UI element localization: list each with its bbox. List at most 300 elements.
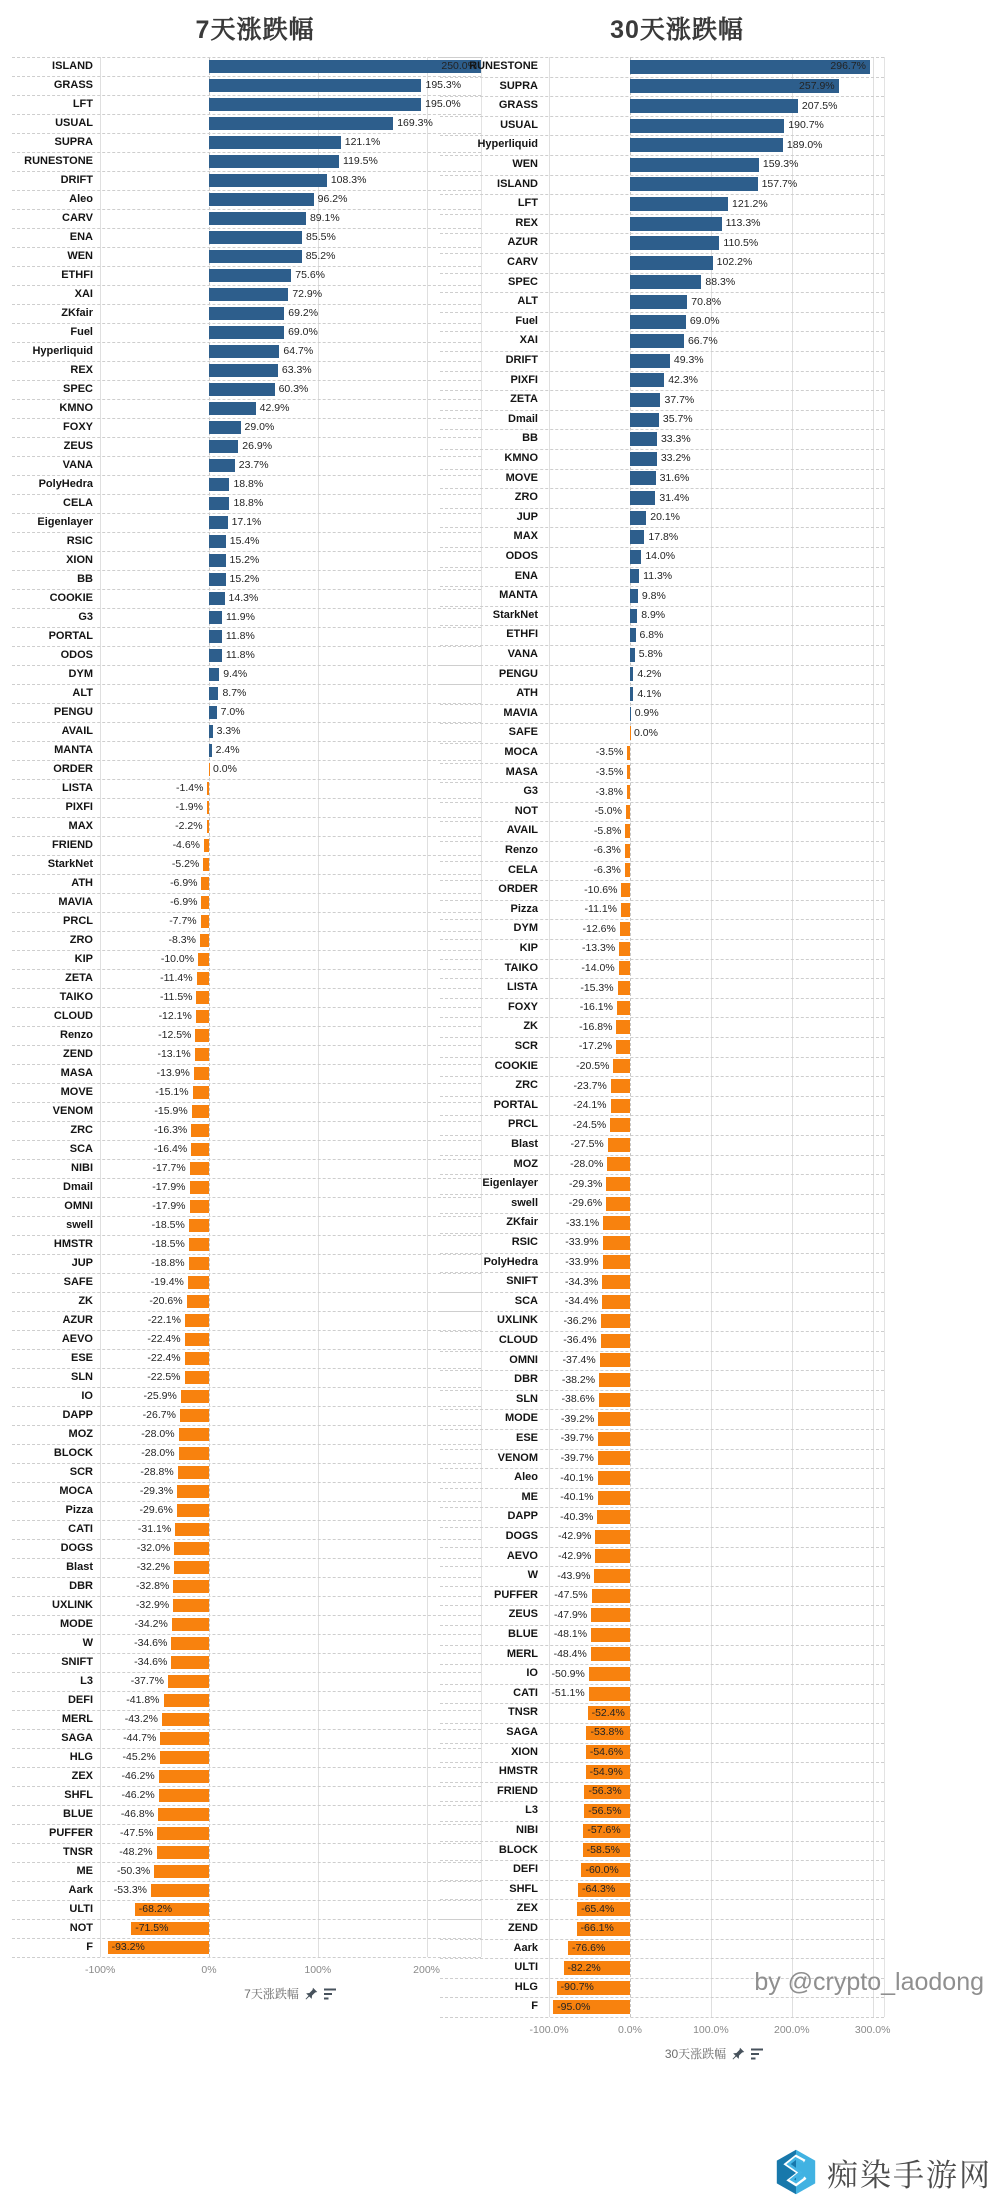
value-label: -29.6% — [139, 1504, 173, 1516]
bar[interactable] — [630, 197, 728, 211]
row-label: Blast — [66, 1561, 93, 1573]
bar[interactable] — [209, 744, 212, 757]
value-label: -33.1% — [565, 1216, 600, 1229]
value-label: -37.4% — [562, 1353, 596, 1366]
value-label: 64.7% — [283, 345, 314, 357]
bar[interactable] — [189, 1257, 209, 1270]
bar[interactable] — [209, 79, 421, 92]
bar[interactable] — [196, 991, 209, 1004]
bar[interactable] — [608, 1138, 630, 1152]
row-label: Aark — [513, 1941, 538, 1954]
bar[interactable] — [627, 785, 630, 799]
value-label: 195.0% — [425, 98, 461, 110]
bar[interactable] — [180, 1409, 209, 1422]
row-label: KMNO — [504, 452, 538, 464]
value-label: -47.9% — [553, 1608, 588, 1621]
row-label: Hyperliquid — [477, 138, 538, 151]
bar[interactable] — [209, 345, 279, 358]
bar[interactable] — [610, 1118, 630, 1132]
bar[interactable] — [627, 765, 630, 779]
bar[interactable] — [159, 1770, 209, 1783]
bar[interactable] — [160, 1751, 209, 1764]
bar[interactable] — [625, 863, 630, 877]
bar[interactable] — [151, 1884, 209, 1897]
bar[interactable] — [619, 961, 630, 975]
row-label: ZEX — [516, 1902, 538, 1915]
row-label: DOGS — [60, 1542, 93, 1554]
bar[interactable] — [209, 478, 229, 491]
value-label: 33.2% — [660, 452, 691, 465]
row-label: F — [531, 2000, 538, 2013]
bar[interactable] — [630, 99, 798, 113]
bar[interactable] — [597, 1510, 630, 1524]
bar[interactable] — [630, 452, 657, 466]
bar[interactable] — [591, 1647, 630, 1661]
bar[interactable] — [599, 1373, 630, 1387]
row-label: ORDER — [498, 883, 538, 896]
row-label: COOKIE — [494, 1059, 538, 1072]
sort-descending-icon[interactable] — [324, 1988, 337, 2000]
bar[interactable] — [209, 136, 341, 149]
bar[interactable] — [598, 1451, 630, 1465]
bar[interactable] — [200, 934, 209, 947]
row-label: LISTA — [507, 981, 538, 994]
bar[interactable] — [209, 269, 291, 282]
row-label: F — [86, 1941, 93, 1953]
value-label: 121.1% — [344, 136, 381, 148]
row-label: MANTA — [499, 589, 538, 602]
bar[interactable] — [188, 1276, 209, 1289]
row-label: ZRC — [515, 1079, 538, 1092]
bar[interactable] — [209, 364, 278, 377]
row-label: FRIEND — [52, 839, 93, 851]
bar[interactable] — [207, 801, 209, 814]
bar[interactable] — [630, 413, 659, 427]
value-label: 63.3% — [281, 364, 312, 376]
bar[interactable] — [630, 491, 655, 505]
value-label: -46.2% — [121, 1789, 155, 1801]
bar[interactable] — [616, 1040, 630, 1054]
bar[interactable] — [591, 1608, 630, 1622]
row-label: MOZ — [68, 1428, 93, 1440]
value-label: 42.9% — [259, 402, 290, 414]
row-label: CLOUD — [498, 1334, 538, 1346]
row-label: LFT — [517, 197, 538, 210]
bar[interactable] — [154, 1865, 209, 1878]
bar[interactable] — [174, 1561, 209, 1574]
bar[interactable] — [613, 1059, 630, 1073]
value-label: -48.2% — [119, 1846, 153, 1858]
value-label: -41.8% — [126, 1694, 160, 1706]
value-label: -34.4% — [564, 1295, 599, 1308]
row-label: HMSTR — [53, 1238, 93, 1250]
bar[interactable] — [185, 1314, 209, 1327]
bar[interactable] — [630, 707, 631, 721]
bar[interactable] — [201, 896, 209, 909]
bar[interactable] — [600, 1353, 630, 1367]
bar[interactable] — [195, 1029, 209, 1042]
bar[interactable] — [621, 903, 630, 917]
row-label: MASA — [60, 1067, 93, 1079]
bar[interactable] — [595, 1530, 630, 1544]
bar[interactable] — [209, 117, 393, 130]
row-label: ME — [521, 1490, 538, 1503]
bar[interactable] — [626, 805, 630, 819]
bar[interactable] — [209, 630, 222, 643]
bar[interactable] — [207, 820, 209, 833]
bar[interactable] — [619, 942, 630, 956]
row-label: ENA — [69, 231, 93, 243]
bar[interactable] — [207, 782, 209, 795]
bar[interactable] — [599, 1393, 630, 1407]
bar[interactable] — [630, 471, 656, 485]
value-label: 113.3% — [725, 217, 761, 230]
row-label: Dmail — [508, 412, 538, 425]
value-label: 195.3% — [425, 79, 462, 91]
bar[interactable] — [630, 687, 633, 701]
value-label: 9.4% — [223, 668, 248, 680]
bar[interactable] — [630, 648, 635, 662]
bar[interactable] — [175, 1523, 209, 1536]
bar[interactable] — [630, 628, 636, 642]
value-label: -1.9% — [175, 801, 203, 813]
value-label: -7.7% — [169, 915, 197, 927]
bar[interactable] — [589, 1667, 630, 1681]
bar[interactable] — [201, 915, 209, 928]
bar[interactable] — [620, 922, 630, 936]
bar[interactable] — [192, 1105, 209, 1118]
bar[interactable] — [190, 1200, 209, 1213]
bar[interactable] — [204, 839, 209, 852]
bar[interactable] — [616, 1020, 630, 1034]
bar[interactable] — [190, 1181, 209, 1194]
row-label: MAX — [68, 820, 93, 832]
value-label: 69.0% — [689, 315, 720, 328]
bar[interactable] — [191, 1124, 209, 1137]
bar[interactable] — [601, 1314, 630, 1328]
bar[interactable] — [589, 1687, 630, 1701]
value-label: -34.3% — [564, 1275, 599, 1288]
bar[interactable] — [602, 1275, 630, 1289]
value-label: 4.1% — [637, 687, 662, 700]
value-label: -24.1% — [573, 1099, 607, 1112]
pin-icon[interactable] — [305, 1987, 318, 2000]
bar[interactable] — [592, 1589, 630, 1603]
bar[interactable] — [630, 432, 657, 446]
row-label: HLG — [514, 1980, 538, 1993]
value-label: -56.5% — [588, 1804, 622, 1817]
row-label: ZEND — [508, 1922, 538, 1934]
row-label: NIBI — [516, 1824, 538, 1836]
bar[interactable] — [630, 569, 639, 583]
bar[interactable] — [630, 236, 719, 250]
bar[interactable] — [618, 981, 630, 995]
bar[interactable] — [191, 1143, 209, 1156]
bar[interactable] — [630, 511, 646, 525]
value-label: -10.0% — [160, 953, 195, 965]
value-label: 11.9% — [225, 611, 255, 623]
value-label: 33.3% — [660, 432, 691, 445]
bar[interactable] — [209, 155, 339, 168]
bar[interactable] — [209, 212, 306, 225]
bar[interactable] — [630, 158, 759, 172]
row-label: IO — [81, 1390, 93, 1402]
bar[interactable] — [193, 1086, 209, 1099]
bar[interactable] — [617, 1001, 630, 1015]
bar[interactable] — [164, 1694, 209, 1707]
pin-icon[interactable] — [732, 2047, 745, 2060]
row-label: DAPP — [62, 1409, 93, 1421]
bar[interactable] — [189, 1238, 209, 1251]
bar[interactable] — [173, 1580, 209, 1593]
value-label: -34.6% — [134, 1656, 168, 1668]
bar[interactable] — [625, 824, 630, 838]
value-label: -24.5% — [572, 1118, 607, 1131]
bar[interactable] — [598, 1471, 630, 1485]
bar[interactable] — [203, 858, 209, 871]
value-label: -6.9% — [170, 877, 198, 889]
bar[interactable] — [630, 393, 660, 407]
value-label: -42.9% — [558, 1549, 592, 1562]
bar[interactable] — [630, 667, 633, 681]
value-label: 8.7% — [222, 687, 247, 699]
bar[interactable] — [201, 877, 209, 890]
bar[interactable] — [185, 1352, 209, 1365]
row-label: BLUE — [508, 1628, 538, 1640]
bar[interactable] — [185, 1371, 209, 1384]
row-label: SCA — [514, 1294, 538, 1307]
value-label: 9.8% — [641, 589, 666, 602]
row-label: DBR — [69, 1580, 93, 1592]
bar[interactable] — [598, 1432, 630, 1446]
bar[interactable] — [607, 1157, 630, 1171]
bar[interactable] — [630, 530, 644, 544]
bar[interactable] — [598, 1491, 630, 1505]
bar[interactable] — [174, 1542, 209, 1555]
bar[interactable] — [209, 687, 218, 700]
value-label: -8.3% — [168, 934, 196, 946]
bar[interactable] — [630, 334, 684, 348]
row-label: SCR — [69, 1466, 93, 1478]
bar[interactable] — [630, 373, 664, 387]
bar[interactable] — [209, 421, 241, 434]
bar[interactable] — [209, 231, 302, 244]
bar[interactable] — [158, 1808, 209, 1821]
value-label: -15.1% — [155, 1086, 189, 1098]
bar[interactable] — [177, 1504, 209, 1517]
row-label: ZEX — [71, 1770, 93, 1782]
row-label: PIXFI — [510, 373, 538, 386]
row-label: XAI — [74, 288, 93, 300]
value-label: -44.7% — [123, 1732, 157, 1744]
value-label: -11.5% — [160, 991, 193, 1003]
row-label: SNIFT — [506, 1275, 538, 1288]
bar[interactable] — [209, 763, 210, 776]
bar[interactable] — [209, 288, 288, 301]
value-label: -6.9% — [170, 896, 198, 908]
value-label: -60.0% — [585, 1863, 619, 1876]
bar[interactable] — [187, 1295, 209, 1308]
bar[interactable] — [195, 1048, 209, 1061]
bar[interactable] — [630, 550, 641, 564]
bar[interactable] — [209, 649, 222, 662]
bar[interactable] — [209, 459, 235, 472]
bar[interactable] — [602, 1295, 630, 1309]
row-label: PENGU — [498, 667, 538, 680]
value-label: -52.4% — [591, 1706, 625, 1719]
bar[interactable] — [209, 193, 314, 206]
bar[interactable] — [603, 1255, 630, 1269]
row-label: HLG — [69, 1751, 93, 1763]
bar[interactable] — [209, 668, 219, 681]
bar[interactable] — [198, 953, 209, 966]
value-label: -50.3% — [117, 1865, 151, 1877]
value-label: 85.5% — [306, 231, 336, 243]
bar[interactable] — [171, 1656, 209, 1669]
bar[interactable] — [209, 554, 226, 567]
row-label: MOZ — [513, 1157, 538, 1170]
value-label: 89.1% — [309, 212, 340, 224]
bar[interactable] — [196, 1010, 209, 1023]
row-label: ODOS — [60, 649, 93, 661]
bar[interactable] — [591, 1628, 630, 1642]
bar[interactable] — [627, 746, 630, 760]
bar[interactable] — [159, 1789, 209, 1802]
row-label: MOCA — [59, 1485, 93, 1497]
bar[interactable] — [209, 573, 226, 586]
bar[interactable] — [209, 402, 256, 415]
bar[interactable] — [606, 1177, 630, 1191]
bar[interactable] — [209, 725, 213, 738]
bar[interactable] — [190, 1162, 209, 1175]
bar[interactable] — [173, 1599, 209, 1612]
bar[interactable] — [209, 516, 228, 529]
row-label: IO — [526, 1667, 538, 1680]
bar[interactable] — [189, 1219, 209, 1232]
bar[interactable] — [606, 1197, 630, 1211]
value-label: -33.9% — [565, 1236, 599, 1249]
bar[interactable] — [209, 250, 302, 263]
bar[interactable] — [630, 177, 758, 191]
bar[interactable] — [630, 256, 713, 270]
bar[interactable] — [209, 307, 284, 320]
row-label: VANA — [62, 459, 93, 471]
row-label: PIXFI — [65, 801, 93, 813]
bar[interactable] — [194, 1067, 209, 1080]
row-label: W — [82, 1637, 93, 1649]
bar[interactable] — [171, 1637, 209, 1650]
axis-title-7d — [100, 1985, 481, 2002]
value-label: 29.0% — [244, 421, 275, 433]
row-label: AZUR — [507, 236, 538, 249]
value-label: -38.2% — [561, 1373, 596, 1386]
row-label: UXLINK — [52, 1599, 93, 1611]
bar[interactable] — [630, 295, 687, 309]
value-label: -23.7% — [573, 1079, 607, 1092]
x-tick-label: -100.0% — [529, 2024, 569, 2036]
value-label: -16.4% — [153, 1143, 188, 1155]
bar[interactable] — [598, 1412, 630, 1426]
bar[interactable] — [621, 883, 630, 897]
bar[interactable] — [630, 138, 783, 152]
row-label: WEN — [67, 250, 93, 262]
bar[interactable] — [630, 726, 631, 740]
bar[interactable] — [178, 1466, 209, 1479]
bar[interactable] — [177, 1485, 209, 1498]
bar[interactable] — [630, 217, 722, 231]
bar[interactable] — [625, 844, 630, 858]
value-label: -68.2% — [138, 1903, 173, 1915]
bar[interactable] — [209, 592, 225, 605]
bar[interactable] — [209, 497, 229, 510]
bar[interactable] — [595, 1549, 630, 1563]
value-label: 15.2% — [229, 573, 260, 585]
bar[interactable] — [611, 1079, 630, 1093]
bar[interactable] — [630, 589, 638, 603]
row-label: ORDER — [53, 763, 93, 775]
bar[interactable] — [209, 98, 421, 111]
bar[interactable] — [168, 1675, 209, 1688]
bar[interactable] — [603, 1216, 630, 1230]
bar[interactable] — [630, 275, 701, 289]
bar[interactable] — [172, 1618, 209, 1631]
bar[interactable] — [630, 609, 637, 623]
value-label: -58.5% — [586, 1843, 620, 1856]
value-label: -6.3% — [593, 844, 621, 857]
bar[interactable] — [181, 1390, 209, 1403]
value-label: 8.9% — [641, 609, 666, 622]
bar[interactable] — [594, 1569, 630, 1583]
bar[interactable] — [157, 1827, 209, 1840]
bar[interactable] — [209, 440, 238, 453]
bar[interactable] — [185, 1333, 209, 1346]
bar[interactable] — [209, 383, 275, 396]
bar[interactable] — [630, 119, 784, 133]
bar[interactable] — [209, 611, 222, 624]
bar[interactable] — [179, 1428, 209, 1441]
bar[interactable] — [630, 315, 686, 329]
value-label: 7.0% — [220, 706, 245, 718]
row-label: SAGA — [61, 1732, 93, 1744]
bar[interactable] — [601, 1334, 630, 1348]
row-label: SLN — [516, 1392, 538, 1405]
value-label: 207.5% — [801, 99, 838, 112]
bar[interactable] — [603, 1236, 630, 1250]
bar[interactable] — [162, 1713, 209, 1726]
bar[interactable] — [209, 326, 284, 339]
value-label: -5.8% — [593, 824, 622, 837]
bar[interactable] — [160, 1732, 209, 1745]
bar[interactable] — [197, 972, 209, 985]
bar[interactable] — [157, 1846, 209, 1859]
bar[interactable] — [611, 1099, 630, 1113]
bar[interactable] — [209, 706, 217, 719]
bar[interactable] — [179, 1447, 209, 1460]
row-label: PolyHedra — [38, 478, 93, 490]
value-label: 72.9% — [292, 288, 323, 300]
value-label: -82.2% — [567, 1961, 601, 1974]
watermark-logo-icon — [774, 2148, 818, 2196]
sort-descending-icon[interactable] — [751, 2048, 764, 2060]
value-label: -43.9% — [557, 1569, 591, 1582]
value-label: 69.0% — [288, 326, 318, 338]
row-label: Pizza — [65, 1504, 93, 1516]
x-tick-label: 100.0% — [693, 2024, 729, 2036]
value-label: 75.6% — [295, 269, 326, 281]
bar[interactable] — [209, 535, 226, 548]
bar[interactable] — [209, 174, 327, 187]
bar[interactable] — [630, 354, 670, 368]
